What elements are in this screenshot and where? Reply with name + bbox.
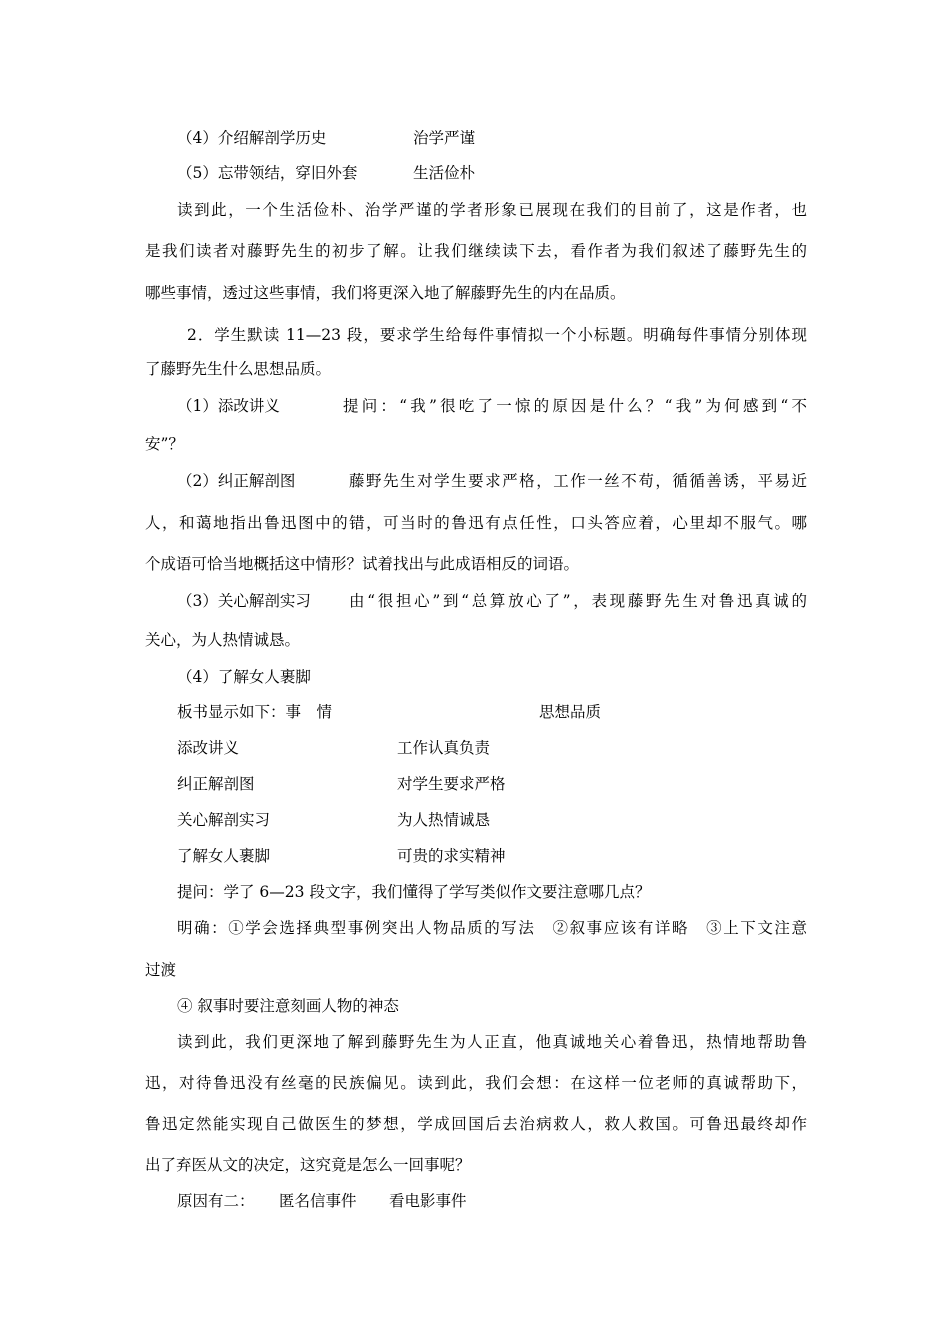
paragraph-line: 个成语可恰当地概括这中情形？试着找出与此成语相反的词语。 bbox=[145, 555, 580, 573]
board-row-event: 添改讲义 bbox=[177, 739, 240, 757]
board-header-quality: 思想品质 bbox=[539, 703, 602, 721]
paragraph-line: 2．学生默读 11—23 段，要求学生给每件事情拟一个小标题。明确每件事情分别体现 bbox=[187, 326, 807, 344]
board-row-event: 了解女人裹脚 bbox=[177, 847, 271, 865]
event-desc-3: 由“很担心”到“总算放心了”，表现藤野先生对鲁迅真诚的 bbox=[349, 592, 807, 610]
event-title-2: （2）纠正解剖图 bbox=[177, 472, 296, 490]
event-title-3: （3）关心解剖实习 bbox=[177, 592, 311, 610]
paragraph-line: 读到此，我们更深地了解到藤野先生为人正直，他真诚地关心着鲁迅，热情地帮助鲁 bbox=[177, 1033, 807, 1051]
paragraph-line: 人，和蔼地指出鲁迅图中的错，可当时的鲁迅有点任性，口头答应着，心里却不服气。哪 bbox=[145, 514, 807, 532]
board-header-event: 板书显示如下：事 情 bbox=[177, 703, 333, 721]
board-row-quality: 对学生要求严格 bbox=[397, 775, 506, 793]
outline-item-4: （4）介绍解剖学历史 bbox=[177, 129, 327, 147]
outline-quality-4: 治学严谨 bbox=[413, 129, 476, 147]
paragraph-line: 了藤野先生什么思想品质。 bbox=[145, 360, 332, 378]
answer-line: 明确：①学会选择典型事例突出人物品质的写法 ②叙事应该有详略 ③上下文注意 bbox=[177, 919, 807, 937]
paragraph-line: 关心，为人热情诚恳。 bbox=[145, 631, 301, 649]
paragraph-line: 鲁迅定然能实现自己做医生的梦想，学成回国后去治病救人，救人救国。可鲁迅最终却作 bbox=[145, 1115, 807, 1133]
outline-item-5: （5）忘带领结，穿旧外套 bbox=[177, 164, 358, 182]
event-title-1: （1）添改讲义 bbox=[177, 397, 280, 415]
event-title-4: （4）了解女人裹脚 bbox=[177, 668, 311, 686]
event-desc-1: 提问：“我”很吃了一惊的原因是什么？“我”为何感到“不 bbox=[343, 397, 807, 415]
reason-2: 看电影事件 bbox=[389, 1192, 467, 1210]
outline-quality-5: 生活俭朴 bbox=[413, 164, 476, 182]
board-row-event: 关心解剖实习 bbox=[177, 811, 271, 829]
question-line: 提问：学了 6—23 段文字，我们懂得了学写类似作文要注意哪几点？ bbox=[177, 883, 651, 901]
board-row-quality: 工作认真负责 bbox=[397, 739, 491, 757]
paragraph-line: 是我们读者对藤野先生的初步了解。让我们继续读下去，看作者为我们叙述了藤野先生的 bbox=[145, 242, 807, 260]
board-row-quality: 可贵的求实精神 bbox=[397, 847, 506, 865]
board-row-quality: 为人热情诚恳 bbox=[397, 811, 491, 829]
paragraph-line: 安”？ bbox=[145, 435, 184, 453]
event-desc-2: 藤野先生对学生要求严格，工作一丝不苟，循循善诱，平易近 bbox=[349, 472, 807, 490]
board-row-event: 纠正解剖图 bbox=[177, 775, 255, 793]
paragraph-line: 迅，对待鲁迅没有丝毫的民族偏见。读到此，我们会想：在这样一位老师的真诚帮助下， bbox=[145, 1074, 807, 1092]
paragraph-line: 出了弃医从文的决定，这究竟是怎么一回事呢？ bbox=[145, 1156, 471, 1174]
reason-1: 匿名信事件 bbox=[279, 1192, 357, 1210]
paragraph-line: 读到此，一个生活俭朴、治学严谨的学者形象已展现在我们的目前了，这是作者，也 bbox=[177, 201, 807, 219]
answer-line: 过渡 bbox=[145, 961, 177, 979]
reasons-label: 原因有二： bbox=[177, 1192, 255, 1210]
answer-line: ④ 叙事时要注意刻画人物的神态 bbox=[177, 997, 399, 1015]
paragraph-line: 哪些事情，透过这些事情，我们将更深入地了解藤野先生的内在品质。 bbox=[145, 284, 626, 302]
